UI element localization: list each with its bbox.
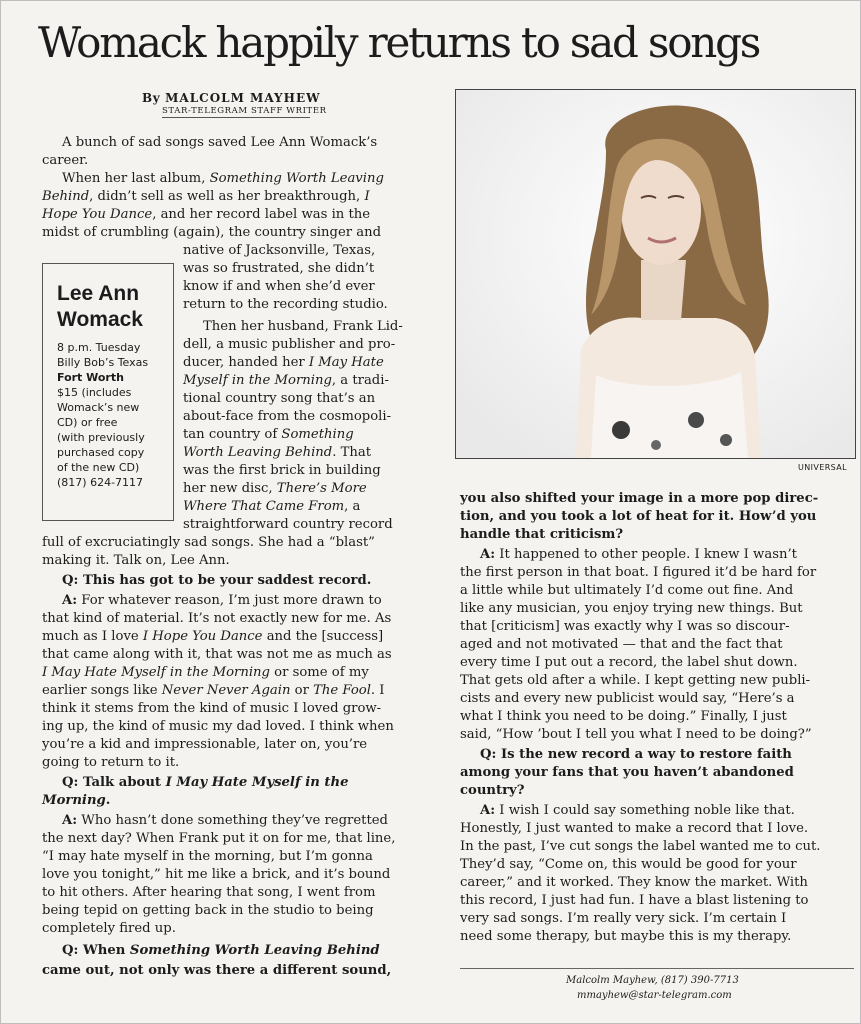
infobox-detail-line: of the new CD) <box>57 461 140 474</box>
byline-rule <box>162 117 310 118</box>
body-text-line: you also shifted your image in a more pop direc- <box>460 491 819 506</box>
headline: Womack happily returns to sad songs <box>38 18 760 67</box>
event-info-box <box>42 263 174 521</box>
body-text-line: A: For whatever reason, I’m just more drawn to <box>62 593 382 608</box>
body-text-line: this record, I just had fun. I have a blast listening to <box>460 893 809 908</box>
body-text-line: tan country of Something <box>183 427 354 442</box>
author-email: mmayhew@star-telegram.com <box>577 990 732 1001</box>
body-text-line: A: I wish I could say something noble like that. <box>480 803 795 818</box>
body-text-line: Then her husband, Frank Lid- <box>203 319 403 334</box>
body-text-line: that came along with it, that was not me as much as <box>42 647 392 662</box>
body-text-line: ducer, handed her I May Hate <box>183 355 384 370</box>
body-text-line: full of excruciatingly sad songs. She had a “blast” <box>42 535 375 550</box>
infobox-detail-line: purchased copy <box>57 446 145 459</box>
portrait-illustration <box>456 90 855 458</box>
body-text-line: Where That Came From, a <box>183 499 361 514</box>
body-text-line: ing up, the kind of music my dad loved. I think when <box>42 719 394 734</box>
body-text-line: aged and not motivated — that and the fact that <box>460 637 783 652</box>
byline <box>142 91 321 105</box>
body-text-line: know if and when she’d ever <box>183 279 375 294</box>
infobox-detail-line: $15 (includes <box>57 386 132 399</box>
body-text-line: going to return to it. <box>42 755 180 770</box>
body-text-line: was the first brick in building <box>183 463 381 478</box>
body-text-line: Morning. <box>42 793 111 808</box>
body-text-line: tion, and you took a lot of heat for it. How’d you <box>460 509 817 524</box>
body-text-line: native of Jacksonville, Texas, <box>183 243 376 258</box>
body-text-line: straightforward country record <box>183 517 393 532</box>
body-text-line: I May Hate Myself in the Morning or some of my <box>42 665 369 680</box>
signature-rule <box>460 968 854 969</box>
body-text-line: tional country song that’s an <box>183 391 376 406</box>
body-text-line: In the past, I’ve cut songs the label wanted me to cut. <box>460 839 821 854</box>
infobox-time: 8 p.m. Tuesday <box>57 341 141 354</box>
body-text-line: you’re a kid and impressionable, later on, you’re <box>42 737 368 752</box>
byline-prefix: By <box>142 91 161 105</box>
body-text-line: Q: When Something Worth Leaving Behind <box>62 943 380 958</box>
infobox-detail-line: Womack’s new <box>57 401 140 414</box>
body-text-line: like any musician, you enjoy trying new things. But <box>460 601 803 616</box>
body-text-line: return to the recording studio. <box>183 297 388 312</box>
body-text-line: A: It happened to other people. I knew I wasn’t <box>480 547 797 562</box>
infobox-title-line1: Lee Ann <box>57 282 140 305</box>
body-text-line: cists and every new publicist would say, “Here’s a <box>460 691 795 706</box>
body-text-line: much as I love I Hope You Dance and the [success] <box>42 629 384 644</box>
body-text-line: her new disc, There’s More <box>183 481 367 496</box>
body-text-line: to hit others. After hearing that song, I went from <box>42 885 376 900</box>
body-text-line: dell, a music publisher and pro- <box>183 337 396 352</box>
body-text-line: very sad songs. I’m really very sick. I’m certain I <box>460 911 787 926</box>
body-text-line: Hope You Dance, and her record label was in the <box>42 207 371 222</box>
body-text-line: said, “How ’bout I tell you what I need to be doing?” <box>460 727 812 742</box>
body-text-line: that kind of material. It’s not exactly new for me. As <box>42 611 392 626</box>
body-text-line: about-face from the cosmopoli- <box>183 409 392 424</box>
body-text-line: That gets old after a while. I kept getting new publi- <box>460 673 811 688</box>
body-text-line: A bunch of sad songs saved Lee Ann Womack’s <box>62 135 378 150</box>
body-text-line: every time I put out a record, the label shut down. <box>460 655 798 670</box>
body-text-line: think it stems from the kind of music I loved grow- <box>42 701 382 716</box>
body-text-line: They’d say, “Come on, this would be good for your <box>460 857 797 872</box>
body-text-line: career,” and it worked. They know the market. With <box>460 875 808 890</box>
body-text-line: Q: Is the new record a way to restore faith <box>480 747 792 762</box>
byline-title: STAR-TELEGRAM STAFF WRITER <box>162 106 327 116</box>
body-text-line: Behind, didn’t sell as well as her breakthrough, I <box>42 189 370 204</box>
body-text-line: being tepid on getting back in the studio to being <box>42 903 374 918</box>
body-text-line: the first person in that boat. I figured it’d be hard for <box>460 565 817 580</box>
infobox-venue: Billy Bob’s Texas <box>57 356 149 369</box>
body-text-line: “I may hate myself in the morning, but I’m gonna <box>42 849 373 864</box>
infobox-detail-line: CD) or free <box>57 416 118 429</box>
body-text-line: country? <box>460 783 525 798</box>
body-text-line: Q: This has got to be your saddest record. <box>62 573 372 588</box>
body-text-line: midst of crumbling (again), the country singer and <box>42 225 382 240</box>
infobox-detail-line: (with previously <box>57 431 145 444</box>
body-text-line: completely fired up. <box>42 921 176 936</box>
body-text-line: among your fans that you haven’t abandoned <box>460 765 794 780</box>
infobox-city: Fort Worth <box>57 371 124 384</box>
body-text-line: career. <box>42 153 89 168</box>
body-text-line: the next day? When Frank put it on for me, that line, <box>42 831 396 846</box>
body-text-line: handle that criticism? <box>460 527 624 542</box>
body-text-line: earlier songs like Never Never Again or The Fool. I <box>42 683 385 698</box>
body-text-line: a little while but ultimately I’d come out fine. And <box>460 583 794 598</box>
artist-photo <box>455 89 856 459</box>
body-text-line: Myself in the Morning, a tradi- <box>183 373 389 388</box>
body-text-line: that [criticism] was exactly why I was so discour- <box>460 619 790 634</box>
body-text-line: was so frustrated, she didn’t <box>183 261 375 276</box>
body-text-line: A: Who hasn’t done something they’ve regretted <box>62 813 388 828</box>
infobox-phone: (817) 624-7117 <box>57 476 144 489</box>
byline-name: MALCOLM MAYHEW <box>165 91 321 105</box>
infobox-title-line2: Womack <box>57 308 143 331</box>
body-text-line: came out, not only was there a different sound, <box>42 963 392 978</box>
body-text-line: need some therapy, but maybe this is my therapy. <box>460 929 792 944</box>
body-text-line: When her last album, Something Worth Leaving <box>62 171 384 186</box>
body-text-line: making it. Talk on, Lee Ann. <box>42 553 230 568</box>
body-text-line: Worth Leaving Behind. That <box>183 445 372 460</box>
body-text-line: love you tonight,” hit me like a brick, and it’s bound <box>42 867 391 882</box>
author-contact: Malcolm Mayhew, (817) 390-7713 <box>566 975 739 986</box>
body-text-line: Honestly, I just wanted to make a record that I love. <box>460 821 809 836</box>
body-text-line: what I think you need to be doing.” Finally, I just <box>460 709 787 724</box>
photo-credit: UNIVERSAL <box>798 463 848 472</box>
body-text-line: Q: Talk about I May Hate Myself in the <box>62 775 349 790</box>
